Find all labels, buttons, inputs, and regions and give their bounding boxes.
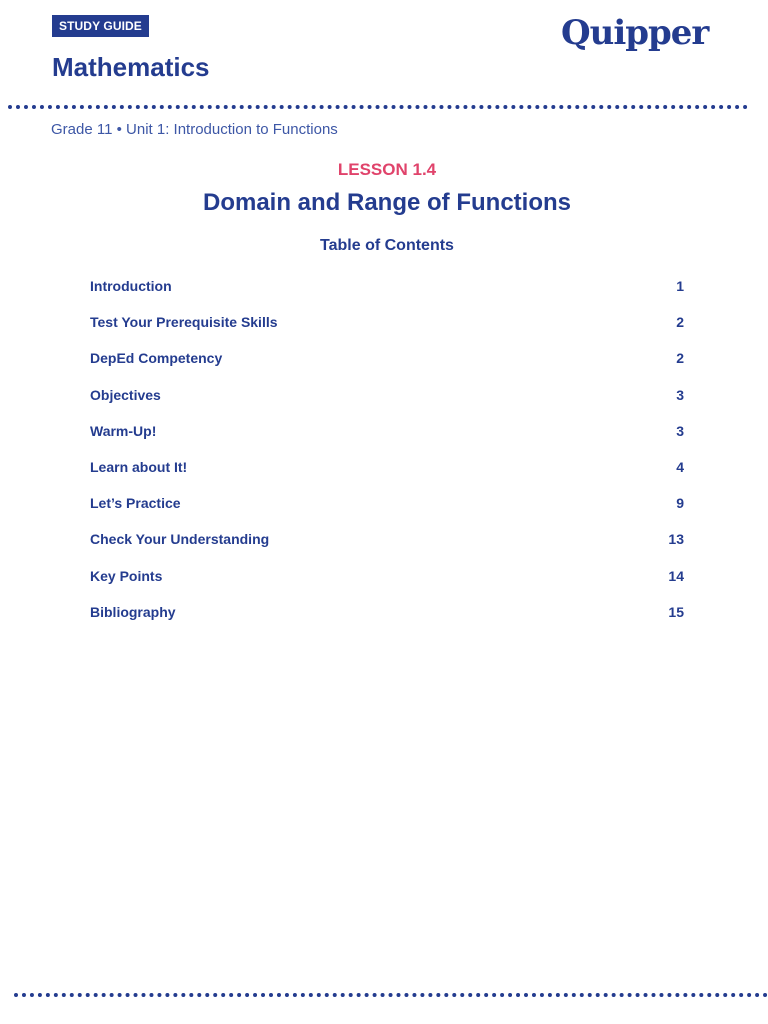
subject-title: Mathematics	[52, 52, 210, 82]
top-dotted-divider	[8, 105, 748, 109]
toc-item-page: 14	[668, 567, 684, 584]
toc-item-page: 4	[676, 459, 684, 476]
study-guide-badge: STUDY GUIDE	[52, 15, 149, 37]
toc-item-page: 9	[676, 495, 684, 512]
toc-item-label: DepEd Competency	[90, 350, 223, 367]
toc-item-deped-competency[interactable]	[90, 340, 684, 376]
toc-item-page: 3	[676, 386, 684, 403]
toc-item-learn-about-it[interactable]	[90, 449, 684, 485]
toc-item-objectives[interactable]	[90, 377, 684, 413]
toc-item-label: Learn about It!	[90, 459, 188, 476]
lesson-number: LESSON 1.4	[337, 160, 437, 179]
toc-item-warm-up[interactable]	[90, 413, 684, 449]
toc-item-page: 2	[676, 314, 684, 331]
toc-item-prerequisite-skills[interactable]	[90, 304, 684, 340]
toc-item-label: Bibliography	[90, 603, 176, 620]
bottom-dotted-divider	[14, 993, 768, 997]
quipper-logo: Quipper	[561, 13, 709, 53]
toc-item-lets-practice[interactable]	[90, 485, 684, 521]
toc-item-label: Warm-Up!	[90, 422, 157, 439]
page-title: Domain and Range of Functions	[202, 189, 571, 216]
toc-item-label: Key Points	[90, 567, 163, 584]
toc-item-page: 1	[676, 278, 684, 295]
toc-item-introduction[interactable]	[90, 268, 684, 304]
breadcrumb: Grade 11 • Unit 1: Introduction to Functions	[51, 121, 338, 138]
toc-item-page: 13	[668, 531, 684, 548]
toc-item-label: Let’s Practice	[90, 495, 181, 512]
toc-item-label: Objectives	[90, 386, 161, 403]
table-of-contents	[90, 268, 684, 630]
toc-item-bibliography[interactable]	[90, 594, 684, 630]
toc-item-label: Test Your Prerequisite Skills	[90, 314, 278, 331]
toc-item-page: 15	[668, 603, 684, 620]
toc-item-page: 2	[676, 350, 684, 367]
toc-item-page: 3	[676, 422, 684, 439]
toc-item-check-understanding[interactable]	[90, 521, 684, 557]
toc-item-key-points[interactable]	[90, 558, 684, 594]
toc-item-label: Introduction	[90, 278, 172, 295]
toc-item-label: Check Your Understanding	[90, 531, 270, 548]
toc-heading: Table of Contents	[320, 237, 454, 254]
